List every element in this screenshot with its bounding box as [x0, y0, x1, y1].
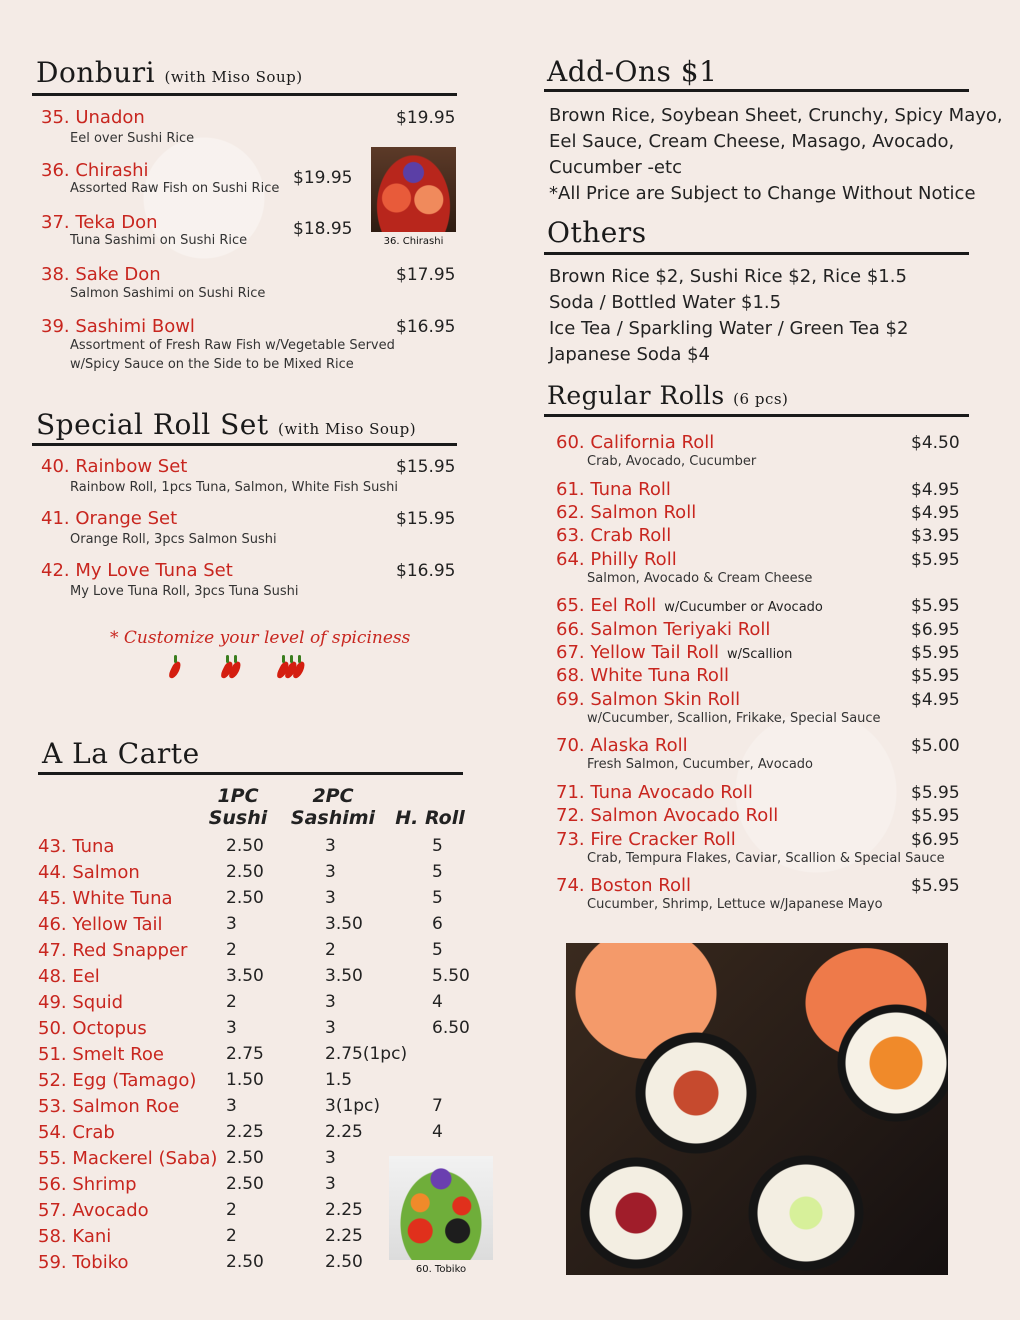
chirashi-photo-caption: 36. Chirashi: [383, 236, 444, 247]
special-rule: [32, 443, 457, 446]
alacarte-rule: [38, 772, 463, 775]
regular-title: [547, 381, 788, 410]
menu-item-name: 37. Teka Don: [41, 212, 158, 233]
roll-item-name: [556, 735, 688, 756]
roll-item-name: [556, 502, 696, 523]
roll-item-price: $5.95: [911, 549, 960, 570]
others-line: Japanese Soda $4: [549, 344, 710, 365]
alacarte-price-sushi: 3: [226, 1096, 237, 1116]
alacarte-price-sashimi: 2.25: [325, 1226, 363, 1246]
alacarte-price-hand-roll: 5.50: [432, 966, 470, 986]
addons-line: Brown Rice, Soybean Sheet, Crunchy, Spicy Mayo,: [549, 105, 1003, 126]
alacarte-price-sushi: 2: [226, 1200, 237, 1220]
menu-item-name: 38. Sake Don: [41, 264, 161, 285]
others-line: Brown Rice $2, Sushi Rice $2, Rice $1.5: [549, 266, 907, 287]
menu-item-price: $15.95: [396, 457, 456, 477]
roll-item-name-text: 72. Salmon Avocado Roll: [556, 805, 779, 827]
alacarte-item-name: 59. Tobiko: [38, 1252, 129, 1273]
alacarte-price-hand-roll: 4: [432, 992, 443, 1012]
menu-item-desc: Tuna Sashimi on Sushi Rice: [70, 233, 248, 248]
regular-subtitle: (6 pcs): [733, 390, 789, 408]
roll-item-price: $5.95: [911, 596, 960, 617]
roll-item-desc: Crab, Tempura Flakes, Caviar, Scallion & Special Sauce: [587, 850, 945, 866]
donburi-subtitle: (with Miso Soup): [164, 68, 303, 86]
roll-item-name-text: 70. Alaska Roll: [556, 735, 688, 757]
alacarte-price-sushi: 2: [226, 940, 237, 960]
addons-line: Cucumber -etc: [549, 157, 682, 178]
donburi-title: [36, 56, 303, 89]
alacarte-price-hand-roll: 7: [432, 1096, 443, 1116]
menu-item-desc: Assortment of Fresh Raw Fish w/Vegetable Served: [70, 338, 395, 353]
alacarte-price-sashimi: 2: [325, 940, 336, 960]
roll-item-name: [556, 619, 770, 640]
alacarte-item-name: 51. Smelt Roe: [38, 1044, 164, 1065]
alacarte-item-name: 50. Octopus: [38, 1018, 147, 1039]
alacarte-price-sashimi: 3: [325, 992, 336, 1012]
roll-item-name: [556, 829, 736, 850]
alacarte-price-sushi: 2.50: [226, 862, 264, 882]
alacarte-item-name: 43. Tuna: [38, 836, 115, 857]
roll-item-name-text: 68. White Tuna Roll: [556, 665, 729, 687]
alacarte-price-sashimi: 3: [325, 1148, 336, 1168]
roll-item-price: $5.95: [911, 666, 960, 687]
others-line: Soda / Bottled Water $1.5: [549, 292, 782, 313]
menu-item-price: $15.95: [396, 509, 456, 529]
alacarte-item-name: 44. Salmon: [38, 862, 140, 883]
alacarte-price-sushi: 2.50: [226, 836, 264, 856]
col-header-line: Sashimi: [290, 807, 376, 829]
alacarte-item-name: 47. Red Snapper: [38, 940, 188, 961]
roll-item-name: [556, 642, 792, 664]
roll-item-price: $4.50: [911, 433, 960, 453]
tobiko-photo: [389, 1156, 493, 1260]
alacarte-price-hand-roll: 5: [432, 940, 443, 960]
menu-item-name: 40. Rainbow Set: [41, 456, 188, 477]
roll-item-price: $5.95: [911, 782, 960, 803]
alacarte-price-sashimi: 3: [325, 888, 336, 908]
roll-item-price: $5.95: [911, 643, 960, 663]
roll-item-name-text: 64. Philly Roll: [556, 548, 677, 570]
alacarte-item-name: 49. Squid: [38, 992, 124, 1013]
roll-item-desc: Cucumber, Shrimp, Lettuce w/Japanese Mayo: [587, 897, 883, 913]
roll-item-name-text: 60. California Roll: [556, 432, 715, 453]
menu-item-price: $16.95: [396, 561, 456, 581]
col-header-line: 2PC: [312, 785, 354, 807]
alacarte-price-sushi: 2.50: [226, 1148, 264, 1168]
roll-item-price: $4.95: [911, 502, 960, 523]
roll-item-name: [556, 432, 714, 453]
alacarte-price-sushi: 2.50: [226, 1252, 264, 1272]
roll-item-name: [556, 549, 677, 570]
alacarte-price-hand-roll: 5: [432, 888, 443, 908]
donburi-rule: [32, 93, 457, 96]
menu-item-desc: Rainbow Roll, 1pcs Tuna, Salmon, White Fish Sushi: [70, 480, 398, 495]
alacarte-price-sushi: 2.50: [226, 1174, 264, 1194]
others-line: Ice Tea / Sparkling Water / Green Tea $2: [549, 318, 909, 339]
special-title: [36, 408, 416, 441]
addons-title: Add-Ons $1: [547, 55, 718, 88]
alacarte-price-sushi: 3: [226, 1018, 237, 1038]
alacarte-item-name: 58. Kani: [38, 1226, 112, 1247]
others-title: Others: [547, 216, 647, 249]
alacarte-price-hand-roll: 6: [432, 914, 443, 934]
roll-item-name: [556, 805, 778, 826]
col-header-hand-roll: [392, 785, 468, 829]
alacarte-item-name: 46. Yellow Tail: [38, 914, 163, 935]
roll-item-name-text: 62. Salmon Roll: [556, 501, 697, 523]
alacarte-price-hand-roll: 4: [432, 1122, 443, 1142]
col-header-line: [392, 785, 468, 807]
donburi-title-text: Donburi: [36, 56, 156, 89]
roll-item-name: [556, 595, 823, 617]
alacarte-price-hand-roll: 5: [432, 836, 443, 856]
roll-item-name-text: 73. Fire Cracker Roll: [556, 828, 736, 850]
regular-rule: [544, 414, 969, 417]
alacarte-price-sashimi: 2.25: [325, 1122, 363, 1142]
menu-item-price: $19.95: [293, 168, 353, 188]
roll-item-price: $4.95: [911, 479, 960, 500]
menu-item-price: $18.95: [293, 219, 353, 239]
alacarte-price-sashimi: 3.50: [325, 914, 363, 934]
menu-item-name: 42. My Love Tuna Set: [41, 560, 233, 581]
roll-item-name-text: 74. Boston Roll: [556, 875, 691, 897]
col-header-sushi: [198, 785, 278, 829]
sushi-photo: [566, 943, 948, 1275]
alacarte-price-hand-roll: 5: [432, 862, 443, 882]
menu-item-name: 36. Chirashi: [41, 160, 149, 181]
menu-item-desc: Salmon Sashimi on Sushi Rice: [70, 286, 266, 301]
menu-item-price: $17.95: [396, 265, 456, 285]
roll-item-name: [556, 689, 740, 710]
alacarte-price-sashimi: 3: [325, 836, 336, 856]
regular-title-text: Regular Rolls: [547, 381, 725, 410]
alacarte-price-sashimi: 3(1pc): [325, 1096, 381, 1116]
alacarte-item-name: 48. Eel: [38, 966, 100, 987]
alacarte-item-name: 54. Crab: [38, 1122, 115, 1143]
chirashi-photo: [371, 147, 456, 232]
alacarte-price-sushi: 3: [226, 914, 237, 934]
roll-item-price: $4.95: [911, 689, 960, 710]
alacarte-price-sashimi: 2.50: [325, 1252, 363, 1272]
roll-item-name-text: 65. Eel Roll: [556, 595, 657, 617]
menu-item-name: 41. Orange Set: [41, 508, 178, 529]
roll-item-name: [556, 525, 671, 546]
alacarte-price-sushi: 2: [226, 1226, 237, 1246]
roll-item-price: $6.95: [911, 829, 960, 850]
roll-item-name-text: 71. Tuna Avocado Roll: [556, 781, 753, 803]
roll-item-name-text: 61. Tuna Roll: [556, 478, 671, 500]
chili-medium-icon: [222, 655, 238, 683]
menu-item-name: 35. Unadon: [41, 107, 145, 128]
alacarte-item-name: 45. White Tuna: [38, 888, 173, 909]
col-header-line: 1PC: [217, 785, 259, 807]
others-rule: [544, 252, 969, 255]
alacarte-item-name: 55. Mackerel (Saba): [38, 1148, 218, 1169]
roll-item-note: w/Cucumber or Avocado: [664, 600, 823, 616]
roll-item-name: [556, 782, 753, 803]
menu-item-desc-2: w/Spicy Sauce on the Side to be Mixed Rice: [70, 357, 354, 372]
special-subtitle: (with Miso Soup): [278, 420, 417, 438]
alacarte-price-sushi: 2.25: [226, 1122, 264, 1142]
price-notice: *All Price are Subject to Change Without Notice: [549, 183, 976, 204]
alacarte-price-sashimi: 1.5: [325, 1070, 353, 1090]
alacarte-price-sushi: 2: [226, 992, 237, 1012]
roll-item-desc: Salmon, Avocado & Cream Cheese: [587, 570, 813, 586]
roll-item-name: [556, 665, 729, 686]
alacarte-price-sushi: 2.50: [226, 888, 264, 908]
special-title-text: Special Roll Set: [36, 408, 269, 441]
spiciness-note: * Customize your level of spiciness: [110, 628, 411, 648]
roll-item-price: $6.95: [911, 619, 960, 640]
roll-item-desc: Crab, Avocado, Cucumber: [587, 454, 757, 469]
roll-item-name-text: 63. Crab Roll: [556, 525, 672, 547]
alacarte-price-hand-roll: 6.50: [432, 1018, 470, 1038]
menu-item-price: $19.95: [396, 108, 456, 128]
roll-item-note: w/Scallion: [726, 647, 793, 662]
menu-item-desc: My Love Tuna Roll, 3pcs Tuna Sushi: [70, 584, 299, 599]
alacarte-price-sashimi: 3: [325, 862, 336, 882]
menu-item-name: 39. Sashimi Bowl: [41, 316, 195, 337]
roll-item-price: $5.95: [911, 806, 960, 827]
chili-hot-icon: [278, 655, 302, 683]
addons-rule: [544, 89, 969, 92]
alacarte-item-name: 53. Salmon Roe: [38, 1096, 180, 1117]
menu-item-desc: Orange Roll, 3pcs Salmon Sushi: [70, 532, 277, 547]
menu-item-price: $16.95: [396, 317, 456, 337]
alacarte-item-name: 57. Avocado: [38, 1200, 149, 1221]
menu-item-desc: Assorted Raw Fish on Sushi Rice: [70, 181, 280, 196]
roll-item-name-text: 66. Salmon Teriyaki Roll: [556, 618, 771, 640]
alacarte-price-sashimi: 2.75(1pc): [325, 1044, 408, 1064]
roll-item-price: $3.95: [911, 526, 960, 547]
roll-item-name: [556, 479, 671, 500]
tobiko-photo-caption: 60. Tobiko: [415, 1264, 467, 1275]
menu-item-desc: Eel over Sushi Rice: [70, 131, 195, 146]
alacarte-item-name: 56. Shrimp: [38, 1174, 137, 1195]
alacarte-title: A La Carte: [42, 737, 200, 770]
col-header-line: Sushi: [208, 807, 268, 829]
roll-item-desc: w/Cucumber, Scallion, Frikake, Special Sauce: [587, 710, 881, 726]
alacarte-price-sashimi: 2.25: [325, 1200, 363, 1220]
roll-item-price: $5.95: [911, 876, 960, 897]
roll-item-name-text: 69. Salmon Skin Roll: [556, 688, 741, 710]
col-header-line: H. Roll: [395, 807, 465, 829]
col-header-sashimi: [288, 785, 378, 829]
alacarte-price-sushi: 3.50: [226, 966, 264, 986]
chili-mild-icon: [170, 655, 178, 683]
roll-item-name: [556, 875, 691, 896]
addons-line: Eel Sauce, Cream Cheese, Masago, Avocado,: [549, 131, 955, 152]
roll-item-price: $5.00: [911, 736, 960, 757]
alacarte-price-sashimi: 3: [325, 1018, 336, 1038]
roll-item-desc: Fresh Salmon, Cucumber, Avocado: [587, 757, 814, 773]
alacarte-item-name: 52. Egg (Tamago): [38, 1070, 197, 1091]
roll-item-name-text: 67. Yellow Tail Roll: [556, 642, 719, 663]
alacarte-price-sashimi: 3: [325, 1174, 336, 1194]
alacarte-price-sushi: 2.75: [226, 1044, 264, 1064]
alacarte-price-sushi: 1.50: [226, 1070, 264, 1090]
alacarte-price-sashimi: 3.50: [325, 966, 363, 986]
